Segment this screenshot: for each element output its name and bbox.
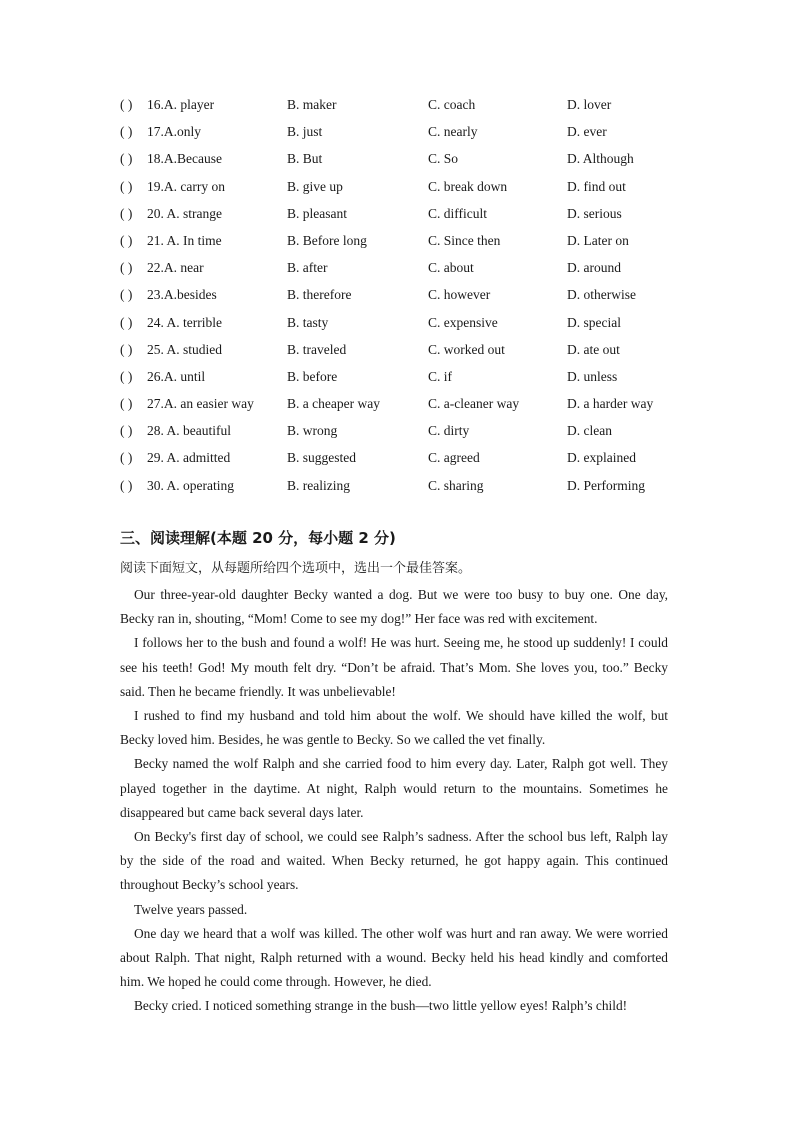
option-c: C. break down — [428, 178, 508, 194]
question-row-25 — [120, 339, 680, 366]
option-d: D. a harder way — [567, 396, 654, 412]
option-c: C. Since then — [428, 232, 501, 248]
option-c: C. about — [428, 260, 474, 276]
answer-blank: ( ) — [120, 396, 133, 412]
option-d: D. clean — [567, 423, 612, 439]
answer-blank: ( ) — [120, 450, 133, 466]
question-row-23 — [120, 284, 680, 311]
answer-blank: ( ) — [120, 205, 133, 221]
answer-blank: ( ) — [120, 314, 133, 330]
option-a: 21. A. In time — [147, 232, 222, 248]
answer-blank: ( ) — [120, 97, 133, 112]
passage-paragraph: Twelve years passed. — [134, 901, 248, 917]
option-a: 17.A.only — [147, 124, 201, 140]
option-b: B. suggested — [287, 450, 356, 466]
option-c: C. coach — [428, 97, 476, 112]
option-a: 18.A.Because — [147, 151, 222, 167]
option-d: D. unless — [567, 368, 618, 384]
section-title: 三、阅读理解(本题 20 分，每小题 2 分) — [120, 529, 396, 547]
option-d: D. Later on — [567, 232, 629, 248]
question-row-20 — [120, 203, 680, 230]
option-b: B. wrong — [287, 423, 338, 439]
option-a: 25. A. studied — [147, 341, 223, 357]
passage-paragraph: One day we heard that a wolf was killed. The other wolf was hurt and ran away. We were worried about Ralph. That night, Ralph returned with a wound. Becky held his head kindly and comforted him. We hoped he could come through. However, he died. — [120, 925, 668, 990]
question-row-17 — [120, 121, 680, 148]
option-a: 23.A.besides — [147, 287, 217, 303]
question-row-27 — [120, 393, 680, 420]
option-a: 22.A. near — [147, 260, 204, 276]
option-b: B. just — [287, 124, 323, 140]
option-b: B. tasty — [287, 314, 329, 330]
option-a: 29. A. admitted — [147, 450, 231, 466]
question-row-18 — [120, 148, 680, 175]
answer-blank: ( ) — [120, 260, 133, 276]
option-a: 24. A. terrible — [147, 314, 222, 330]
option-b: B. before — [287, 368, 338, 384]
option-c: C. a-cleaner way — [428, 396, 520, 412]
option-c: C. difficult — [428, 205, 487, 221]
option-a: 28. A. beautiful — [147, 423, 231, 439]
option-c: C. sharing — [428, 477, 484, 493]
question-row-22 — [120, 257, 680, 284]
answer-blank: ( ) — [120, 151, 133, 167]
option-d: D. otherwise — [567, 287, 636, 303]
passage-paragraph: Becky cried. I noticed something strange in the bush—two little yellow eyes! Ralph’s child! — [134, 998, 628, 1014]
question-row-19 — [120, 176, 680, 203]
answer-blank: ( ) — [120, 423, 133, 439]
section-instruction: 阅读下面短文，从每题所给四个选项中，选出一个最佳答案。 — [120, 561, 472, 576]
option-b: B. realizing — [287, 477, 350, 493]
option-d: D. Although — [567, 151, 634, 167]
option-b: B. after — [287, 260, 328, 276]
option-d: D. special — [567, 314, 621, 330]
option-d: D. around — [567, 260, 621, 276]
answer-blank: ( ) — [120, 368, 133, 384]
option-c: C. if — [428, 368, 453, 384]
passage-paragraph: Our three-year-old daughter Becky wanted a dog. But we were too busy to buy one. One day, Becky ran in, shouting, “Mom! Come to see my dog!” Her face was red with excitement. — [120, 587, 668, 627]
option-d: D. lover — [567, 97, 612, 112]
question-row-16 — [120, 94, 680, 121]
answer-blank: ( ) — [120, 178, 133, 194]
option-b: B. But — [287, 151, 323, 167]
option-c: C. agreed — [428, 450, 480, 466]
reading-passage — [120, 583, 668, 1019]
option-b: B. traveled — [287, 341, 347, 357]
passage-paragraph: On Becky's first day of school, we could see Ralph’s sadness. After the school bus left, Ralph lay by the side of the road and waited. When Becky returned, he got happy again. This continued throughout Becky’s school years. — [120, 829, 668, 893]
question-row-28 — [120, 420, 680, 447]
option-d: D. Performing — [567, 477, 645, 493]
answer-blank: ( ) — [120, 341, 133, 357]
answer-blank: ( ) — [120, 124, 133, 140]
option-c: C. however — [428, 287, 491, 303]
option-c: C. dirty — [428, 423, 470, 439]
question-row-21 — [120, 230, 680, 257]
option-a: 19.A. carry on — [147, 178, 225, 194]
passage-paragraph: I follows her to the bush and found a wolf! He was hurt. Seeing me, he stood up suddenly! I could see his teeth! God! My mouth felt dry. “Don’t be afraid. That’s Mom. She loves you, too.” Becky said. Then he became friendly. It was unbelievable! — [120, 635, 668, 699]
question-row-24 — [120, 312, 680, 339]
cloze-choices-list — [120, 94, 680, 502]
passage-paragraph: I rushed to find my husband and told him about the wolf. We should have killed the wolf, but Becky loved him. Besides, he was gentle to Becky. So we called the vet finally. — [120, 708, 668, 748]
option-a: 16.A. player — [147, 97, 215, 112]
option-b: B. give up — [287, 178, 343, 194]
option-d: D. ever — [567, 124, 607, 140]
option-a: 20. A. strange — [147, 205, 222, 221]
question-row-29 — [120, 447, 680, 474]
option-d: D. ate out — [567, 341, 620, 357]
passage-paragraph: Becky named the wolf Ralph and she carried food to him every day. Later, Ralph got well. They played together in the daytime. At night, Ralph would return to the mountains. Sometimes he disappeared but came back several days later. — [120, 756, 668, 820]
option-d: D. find out — [567, 178, 626, 194]
option-b: B. therefore — [287, 287, 352, 303]
answer-blank: ( ) — [120, 287, 133, 303]
option-b: B. Before long — [287, 232, 367, 248]
option-c: C. expensive — [428, 314, 498, 330]
option-b: B. maker — [287, 97, 337, 112]
answer-blank: ( ) — [120, 232, 133, 248]
question-row-30 — [120, 475, 680, 502]
option-b: B. a cheaper way — [287, 396, 380, 412]
option-a: 27.A. an easier way — [147, 396, 254, 412]
option-c: C. nearly — [428, 124, 478, 140]
option-b: B. pleasant — [287, 205, 347, 221]
option-c: C. So — [428, 151, 459, 167]
option-a: 26.A. until — [147, 368, 206, 384]
question-row-26 — [120, 366, 680, 393]
option-d: D. explained — [567, 450, 636, 466]
answer-blank: ( ) — [120, 477, 133, 493]
option-a: 30. A. operating — [147, 477, 234, 493]
option-d: D. serious — [567, 205, 622, 221]
option-c: C. worked out — [428, 341, 505, 357]
